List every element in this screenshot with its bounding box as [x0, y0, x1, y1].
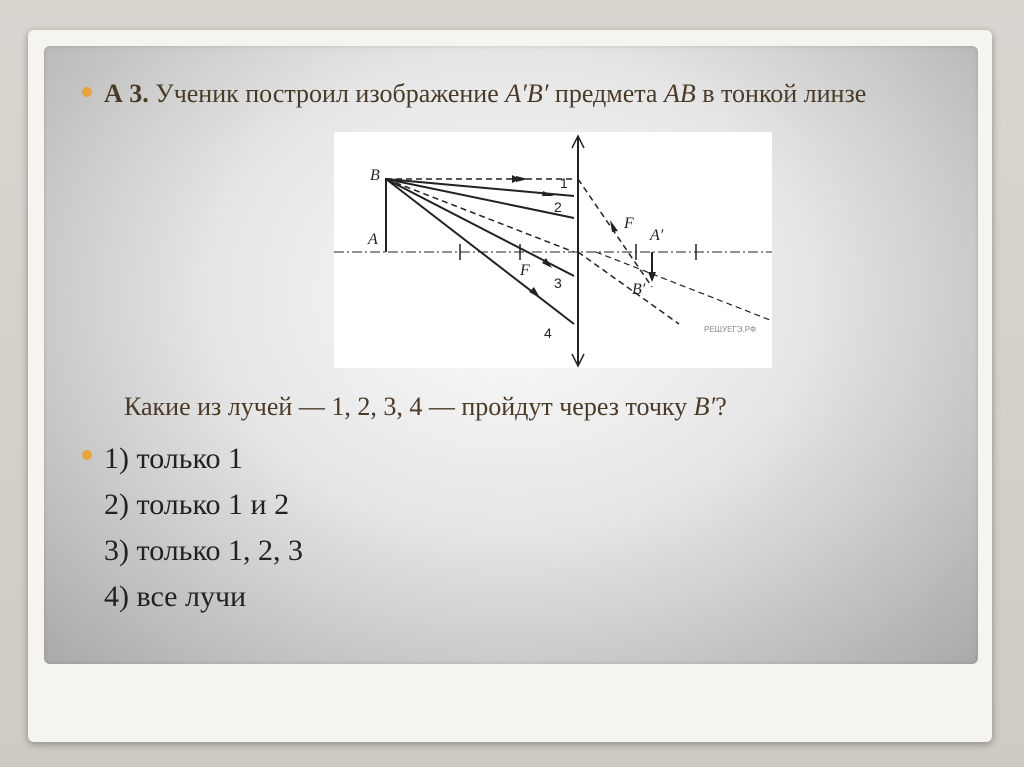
- ray-1-refracted-arrowhead: [610, 220, 618, 232]
- label-f-right: F: [624, 215, 634, 232]
- subquestion-text-after: ?: [715, 392, 727, 421]
- question-text-before: Ученик построил изображение: [155, 79, 506, 108]
- question-number: А 3.: [104, 79, 149, 108]
- answers-bullet: [82, 450, 92, 460]
- label-ray-3: 3: [554, 275, 562, 291]
- label-ray-1: 1: [560, 175, 568, 191]
- question-bullet: [82, 87, 92, 97]
- ray-center: [386, 179, 574, 252]
- label-ray-4: 4: [544, 325, 552, 341]
- answer-list: [104, 436, 303, 620]
- ray-center-continued: [578, 252, 679, 324]
- subquestion: [124, 392, 944, 422]
- ray-1-refracted: [578, 179, 652, 287]
- label-a: A: [368, 231, 378, 248]
- question-text-middle: предмета: [548, 79, 664, 108]
- lens-diagram-svg: [334, 132, 772, 368]
- question-text: [104, 76, 934, 112]
- ray-2-b: [386, 179, 574, 218]
- ray-diverging: [596, 252, 770, 320]
- answer-1[interactable]: 1) только 1: [104, 442, 244, 475]
- subquestion-text: Какие из лучей — 1, 2, 3, 4 — пройдут через точку: [124, 392, 694, 421]
- question-text-after: в тонкой линзе: [695, 79, 867, 108]
- answer-3[interactable]: 3) только 1, 2, 3: [104, 534, 304, 567]
- watermark: РЕШУЕГЭ.РФ: [704, 325, 757, 334]
- image-arrowhead: [648, 272, 656, 282]
- answer-2[interactable]: 2) только 1 и 2: [104, 488, 290, 521]
- label-f-left: F: [520, 262, 530, 279]
- label-a-prime: A′: [650, 227, 664, 244]
- image-label: A′B′: [505, 79, 549, 108]
- ray-4-arrowhead: [529, 287, 540, 298]
- lens-diagram: [334, 132, 772, 368]
- label-ray-2: 2: [554, 199, 562, 215]
- label-b-prime: B′: [632, 281, 646, 298]
- subquestion-point: B′: [693, 392, 716, 421]
- label-b: B: [370, 167, 380, 184]
- ray-1-arrowhead: [516, 176, 528, 182]
- answer-4[interactable]: 4) все лучи: [104, 580, 247, 613]
- object-label: AB: [663, 79, 696, 108]
